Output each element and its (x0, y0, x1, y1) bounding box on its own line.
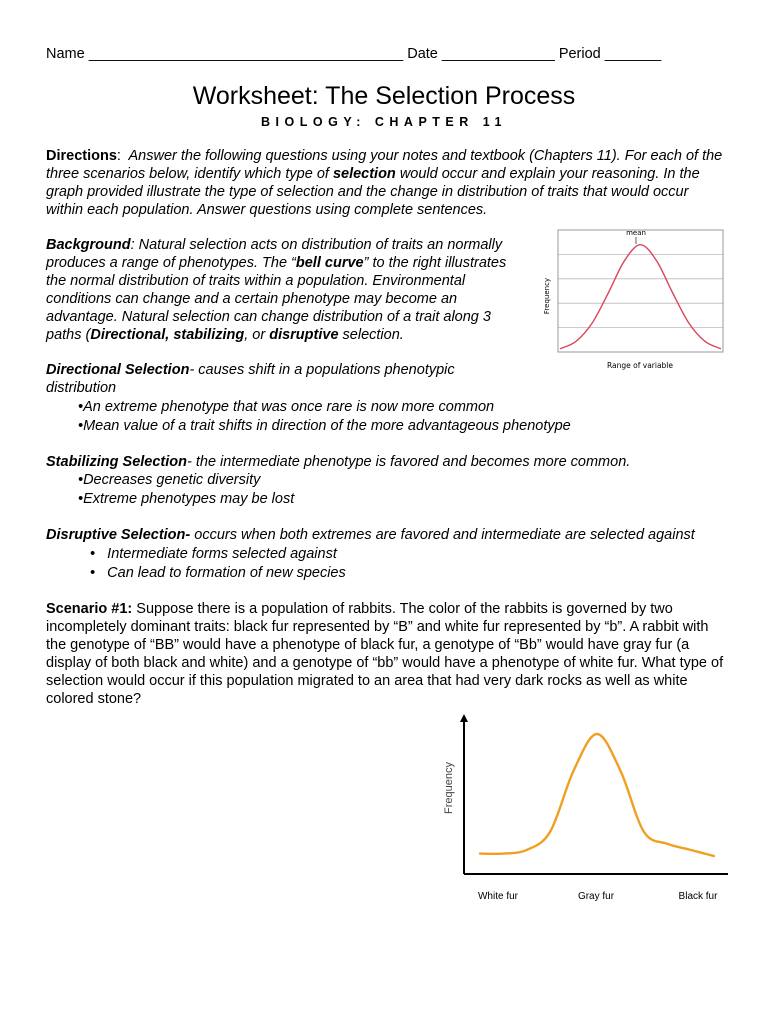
directions-text-2: would occur and explain your reasoning. In the graph provided illustrate the type of selection and the change in distribution of traits that would occur within each population. Answer questions using complete sentences. (46, 166, 700, 218)
background-bold-2: Directional, stabilizing (90, 327, 245, 343)
student-info-line[interactable]: Name _______________________________________ Date ______________ Period _______ (46, 46, 662, 62)
directions-paragraph: Directions: Answer the following questions using your notes and textbook (Chapters 11). For each of the three scenarios below, identify which type of selection would occur and explain your reasoning. In the graph provided illustrate the type of selection and the change in distribution of traits that would occur within each population. Answer questions using complete sentences. (46, 148, 723, 218)
background-bold-3: disruptive (269, 327, 339, 343)
directional-bullets (78, 398, 718, 436)
bell-curve-mean-label: mean (626, 229, 646, 237)
list-item: •Mean value of a trait shifts in direction of the more advantageous phenotype (78, 418, 571, 434)
background-text-2: ” to the right illustrates the normal distribution of traits within a population. Environmental conditions can change and a certain phenotype may become an advantage. Natural selection can change distribution of a trait along 3 paths ( (46, 255, 507, 343)
background-text-4: selection. (338, 327, 404, 343)
list-item: •An extreme phenotype that was once rare is now more common (78, 399, 495, 415)
y-axis-arrow (460, 714, 468, 722)
directional-section (46, 361, 486, 397)
bell-curve-ylabel: Frequency (543, 277, 551, 315)
bell-curve-grid (558, 254, 723, 327)
disruptive-text: occurs when both extremes are favored and intermediate are selected against (190, 527, 695, 543)
list-item: • Intermediate forms selected against (90, 546, 337, 562)
list-item: •Decreases genetic diversity (78, 472, 261, 488)
background-bold-1: bell curve (295, 255, 364, 271)
disruptive-label: Disruptive Selection- (46, 527, 191, 543)
scenario-1-label: Scenario #1: (46, 601, 133, 617)
bell-curve-line (560, 245, 721, 349)
stabilizing-section (46, 453, 726, 471)
directional-text: - causes shift in a populations phenotypic distribution (46, 362, 455, 396)
disruptive-section (46, 526, 726, 544)
background-text-1: : Natural selection acts on distribution of traits an normally produces a range of phenotypes. The “ (46, 237, 503, 271)
worksheet-title: Worksheet: The Selection Process (192, 82, 576, 110)
background-text-3: , or (244, 327, 270, 343)
list-item: • Can lead to formation of new species (90, 565, 346, 581)
stabilizing-label: Stabilizing Selection (46, 454, 187, 470)
rabbit-fur-chart (430, 708, 735, 908)
rabbit-chart-line (480, 734, 714, 856)
bell-curve-frame (558, 230, 723, 352)
worksheet-subtitle: BIOLOGY: CHAPTER 11 (261, 115, 507, 129)
list-item: •Extreme phenotypes may be lost (78, 491, 295, 507)
directions-label: Directions (46, 148, 117, 164)
stabilizing-text: - the intermediate phenotype is favored and becomes more common. (187, 454, 631, 470)
disruptive-bullets (90, 545, 710, 583)
x-tick-white-fur: White fur (477, 891, 519, 902)
scenario-1-text: Suppose there is a population of rabbits. The color of the rabbits is governed by two incompletely dominant traits: black fur represented by “B” and white fur represented by “b”. A rabbit with the genotype of “BB” would have a phenotype of black fur, a genotype of “Bb” would have gray fur (a display of both black and white) and a genotype of “bb” would have a phenotype of white fur. What type of selection would occur if this population migrated to an area that had very dark rocks as well as white colored stone? (46, 601, 724, 707)
x-tick-black-fur: Black fur (678, 891, 718, 902)
background-label: Background (46, 237, 131, 253)
directional-label: Directional Selection (46, 362, 190, 378)
directions-bold-word: selection (332, 166, 396, 182)
bell-curve-xlabel: Range of variable (606, 361, 674, 370)
rabbit-chart-ylabel: Frequency (443, 762, 455, 814)
x-tick-gray-fur: Gray fur (577, 891, 615, 902)
scenario-1-paragraph (46, 600, 726, 708)
background-paragraph (46, 236, 526, 344)
stabilizing-bullets (78, 471, 718, 509)
bell-curve-chart (540, 224, 730, 374)
directions-text-1: Answer the following questions using your notes and textbook (Chapters 11). For each of the three scenarios below, identify which type of (46, 148, 723, 182)
